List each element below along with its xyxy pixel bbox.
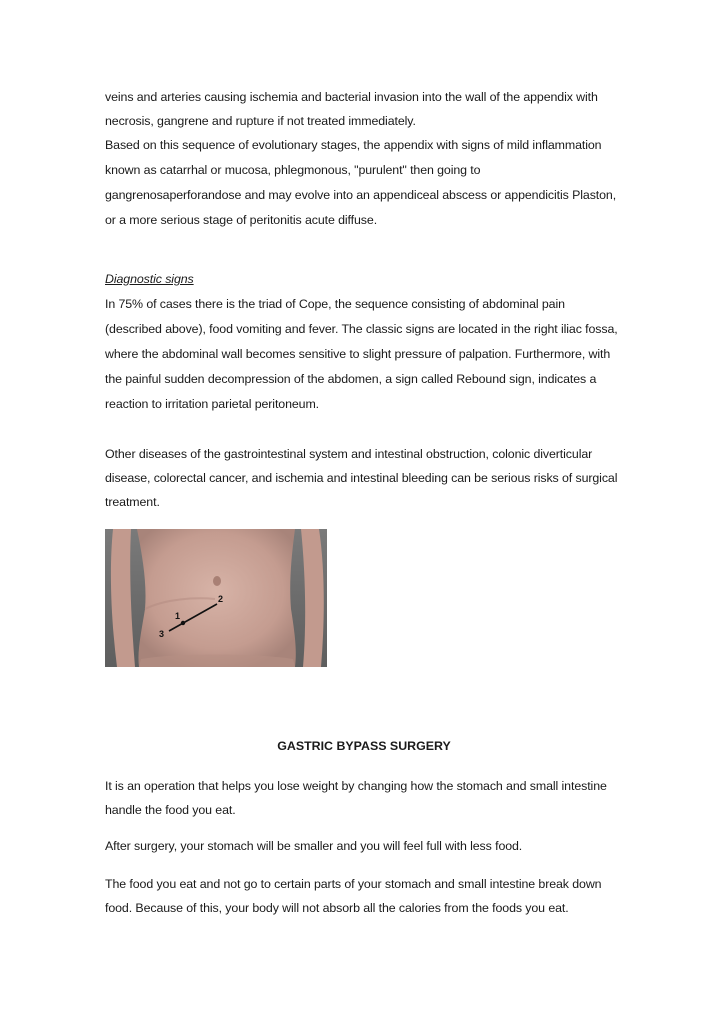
abdomen-photo bbox=[105, 529, 327, 667]
text-line: known as catarrhal or mucosa, phlegmonous, "purulent" then going to bbox=[105, 163, 481, 177]
section-title: GASTRIC BYPASS SURGERY bbox=[277, 739, 451, 753]
abdomen-illustration bbox=[105, 529, 327, 667]
navel bbox=[213, 576, 221, 586]
text-line: the painful sudden decompression of the abdomen, a sign called Rebound sign, indicates a bbox=[105, 372, 597, 386]
text-line: Other diseases of the gastrointestinal system and intestinal obstruction, colonic diverticular bbox=[105, 447, 593, 461]
text-line: In 75% of cases there is the triad of Cope, the sequence consisting of abdominal pain bbox=[105, 297, 565, 311]
text-line: necrosis, gangrene and rupture if not treated immediately. bbox=[105, 114, 416, 128]
text-line: disease, colorectal cancer, and ischemia and intestinal bleeding can be serious risks of surgical bbox=[105, 471, 618, 485]
text-line: reaction to irritation parietal peritoneum. bbox=[105, 397, 320, 411]
point-marker bbox=[181, 621, 185, 625]
text-line: It is an operation that helps you lose weight by changing how the stomach and small intestine bbox=[105, 779, 607, 793]
figure-label: 2 bbox=[218, 594, 224, 604]
diagnostic-signs-heading: Diagnostic signs bbox=[105, 272, 194, 286]
text-line: veins and arteries causing ischemia and bacterial invasion into the wall of the appendix with bbox=[105, 90, 598, 104]
text-line: where the abdominal wall becomes sensitive to slight pressure of palpation. Furthermore, with bbox=[105, 347, 611, 361]
text-line: After surgery, your stomach will be smaller and you will feel full with less food. bbox=[105, 839, 523, 853]
text-line: food. Because of this, your body will not absorb all the calories from the foods you eat. bbox=[105, 901, 569, 915]
figure-label: 1 bbox=[175, 611, 181, 621]
text-line: handle the food you eat. bbox=[105, 803, 236, 817]
text-line: Based on this sequence of evolutionary stages, the appendix with signs of mild inflammation bbox=[105, 138, 602, 152]
figure-label: 3 bbox=[159, 629, 165, 639]
text-line: gangrenosaperforandose and may evolve into an appendiceal abscess or appendicitis Plaston, bbox=[105, 188, 617, 202]
text-line: or a more serious stage of peritonitis acute diffuse. bbox=[105, 213, 378, 227]
text-line: (described above), food vomiting and fever. The classic signs are located in the right iliac fossa, bbox=[105, 322, 618, 336]
text-line: treatment. bbox=[105, 495, 160, 509]
text-line: The food you eat and not go to certain parts of your stomach and small intestine break down bbox=[105, 877, 602, 891]
